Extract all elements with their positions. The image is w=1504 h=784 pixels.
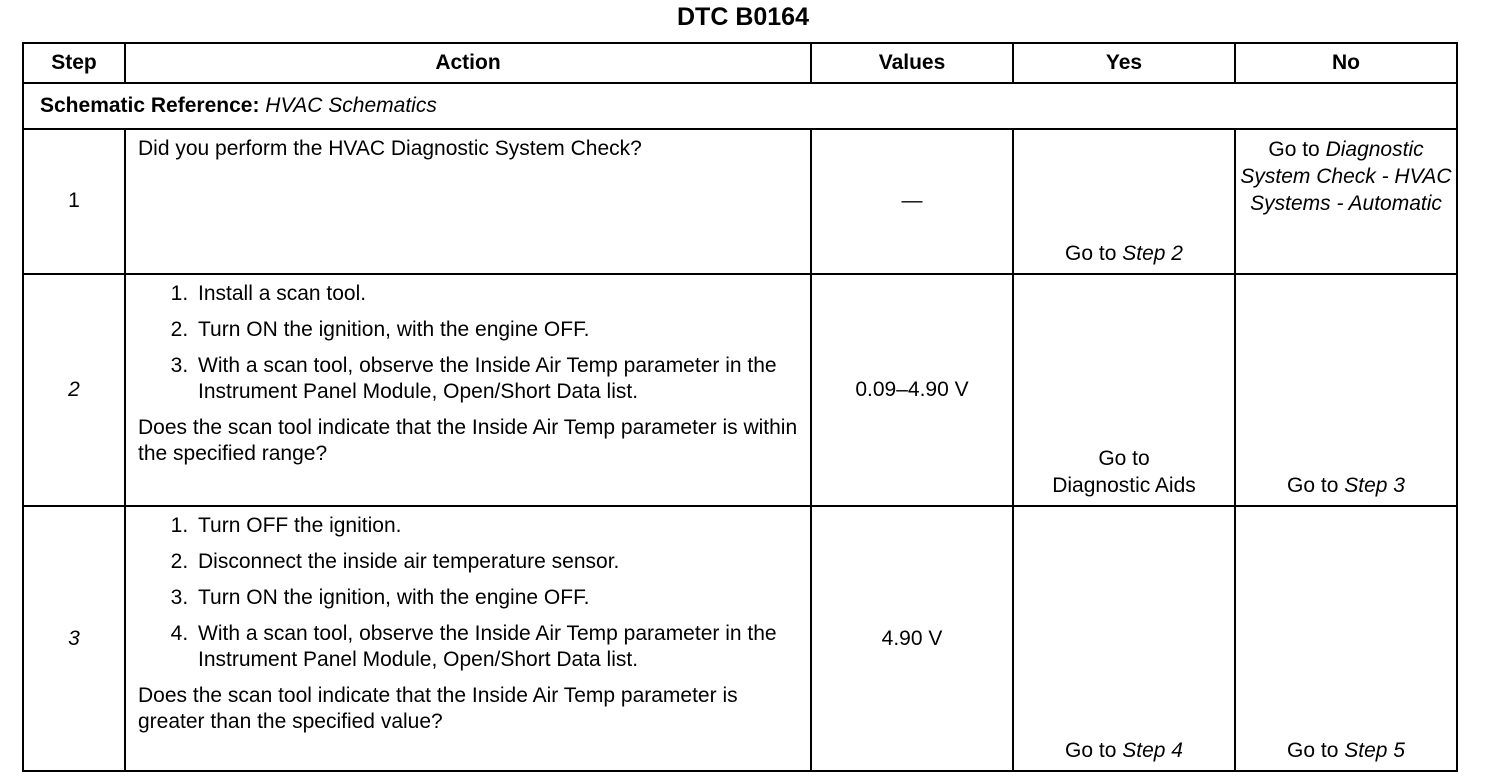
table-row	[23, 274, 1457, 507]
action-item: 2. Turn ON the ignition, with the engine OFF.	[194, 317, 800, 343]
header-action: Action	[125, 43, 811, 83]
action-question: Does the scan tool indicate that the Inside Air Temp parameter is within the specified range?	[138, 415, 798, 465]
yes-link[interactable]: Step 2	[1122, 241, 1183, 265]
action-item: 2. Disconnect the inside air temperature sensor.	[194, 549, 800, 575]
yes-link[interactable]: Diagnostic Aids	[1052, 474, 1196, 498]
diagnostic-table	[22, 42, 1458, 772]
yes-cell	[1013, 506, 1235, 771]
document-title: DTC B0164	[677, 3, 809, 31]
no-cell	[1235, 129, 1457, 273]
no-prefix: Go to	[1287, 474, 1345, 498]
action-list	[138, 281, 800, 405]
no-link[interactable]: Step 5	[1344, 739, 1405, 762]
schematic-reference	[23, 83, 1457, 129]
yes-prefix: Go to	[1065, 241, 1123, 265]
step-number: 2	[23, 274, 125, 507]
yes-cell	[1013, 274, 1235, 507]
no-prefix: Go to	[1287, 739, 1345, 762]
table-header-row	[23, 43, 1457, 83]
yes-prefix: Go to	[1065, 739, 1123, 762]
step-number: 1	[23, 129, 125, 273]
value-cell: 0.09–4.90 V	[811, 274, 1013, 507]
action-item: 3. Turn ON the ignition, with the engine OFF.	[194, 585, 800, 611]
header-yes: Yes	[1013, 43, 1235, 83]
value-cell: —	[811, 129, 1013, 273]
table-row	[23, 506, 1457, 771]
header-step: Step	[23, 43, 125, 83]
action-cell	[125, 506, 811, 771]
action-item: 3. With a scan tool, observe the Inside Air Temp parameter in the Instrument Panel Module, Open/Short Data list.	[194, 353, 800, 405]
step-number: 3	[23, 506, 125, 771]
action-question: Does the scan tool indicate that the Inside Air Temp parameter is greater than the specified value?	[138, 684, 738, 734]
action-question: Did you perform the HVAC Diagnostic System Check?	[138, 137, 642, 161]
no-cell	[1235, 274, 1457, 507]
yes-cell	[1013, 129, 1235, 273]
action-cell	[125, 274, 811, 507]
action-item: 4. With a scan tool, observe the Inside Air Temp parameter in the Instrument Panel Module, Open/Short Data list.	[194, 621, 800, 673]
schematic-reference-link[interactable]: HVAC Schematics	[265, 94, 437, 118]
header-values: Values	[811, 43, 1013, 83]
value-cell: 4.90 V	[811, 506, 1013, 771]
yes-prefix: Go to	[1098, 447, 1150, 471]
header-no: No	[1235, 43, 1457, 83]
schematic-reference-row	[23, 83, 1457, 129]
action-item: 1. Turn OFF the ignition.	[194, 513, 800, 539]
no-link[interactable]: Diagnostic System Check - HVAC Systems - Automatic	[1240, 138, 1452, 216]
action-list	[138, 513, 800, 673]
yes-link[interactable]: Step 4	[1122, 739, 1183, 762]
action-cell	[125, 129, 811, 273]
no-link[interactable]: Step 3	[1344, 474, 1405, 498]
no-prefix: Go to	[1268, 138, 1326, 162]
schematic-reference-label: Schematic Reference:	[40, 94, 260, 118]
action-item: 1. Install a scan tool.	[194, 281, 800, 307]
table-row	[23, 129, 1457, 273]
no-cell	[1235, 506, 1457, 771]
